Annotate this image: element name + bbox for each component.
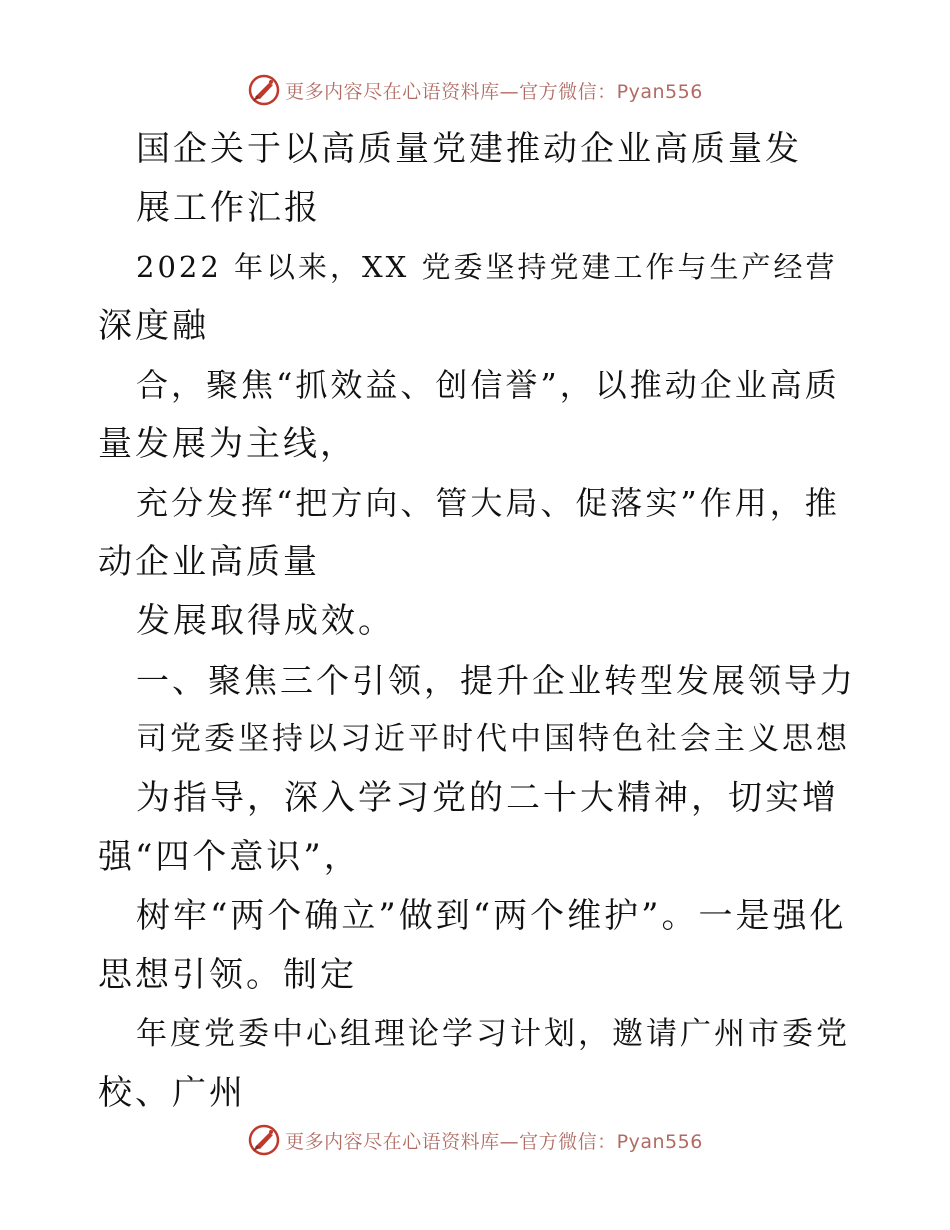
text-line: 展工作汇报: [136, 188, 321, 228]
footer-watermark: [0, 1120, 950, 1160]
text-line: 为指导，深入学习党的二十大精神，切实增: [136, 778, 839, 818]
text-line: 一、聚焦三个引领，提升企业转型发展领导力: [136, 661, 856, 700]
text-line: 2022 年以来，XX 党委坚持党建工作与生产经营: [136, 250, 838, 284]
watermark-text: 更多内容尽在心语资料库—官方微信：Pyan556: [285, 80, 703, 103]
text-line: 发展取得成效。: [136, 601, 395, 641]
text-line: 校、广州: [98, 1073, 246, 1113]
text-line: 司党委坚持以习近平时代中国特色社会主义思想: [136, 721, 850, 757]
text-line: 深度融: [98, 306, 209, 346]
text-line: 国企关于以高质量党建推动企业高质量发: [136, 129, 802, 169]
text-line: 树牢“两个确立”做到“两个维护”。一是强化: [136, 896, 847, 936]
text-line: 合，聚焦“抓效益、创信誉”，以推动企业高质: [136, 366, 840, 404]
pen-logo-icon: [247, 1123, 281, 1157]
text-line: 思想引领。制定: [98, 955, 357, 995]
text-line: 充分发挥“把方向、管大局、促落实”作用，推: [136, 484, 840, 522]
pen-logo-icon: [247, 73, 281, 107]
text-line: 量发展为主线，: [98, 424, 357, 464]
document-body: [98, 120, 858, 1123]
header-watermark: [0, 70, 950, 110]
text-line: 年度党委中心组理论学习计划，邀请广州市委党: [136, 1016, 850, 1052]
text-line: 强“四个意识”，: [98, 837, 361, 877]
watermark-text: 更多内容尽在心语资料库—官方微信：Pyan556: [285, 1130, 703, 1153]
text-line: 动企业高质量: [98, 542, 320, 582]
